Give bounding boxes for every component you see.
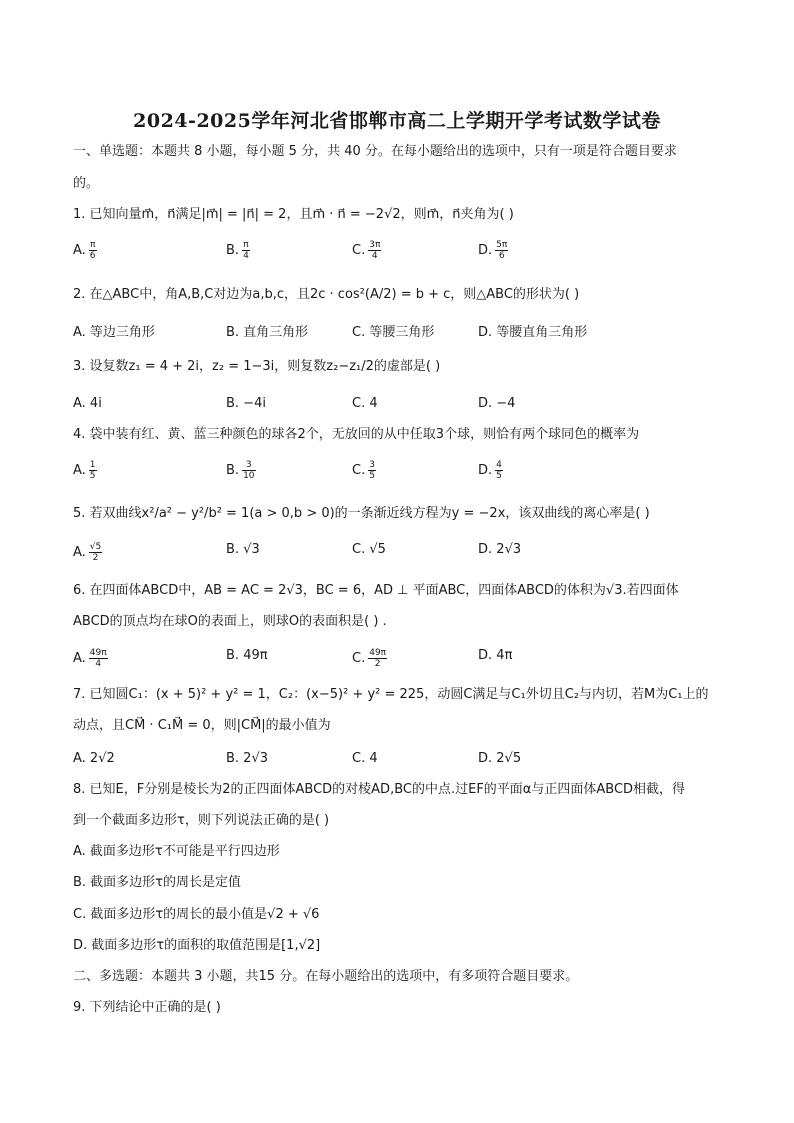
page-title: 2024-2025学年河北省邯郸市高二上学期开学考试数学试卷 <box>133 110 661 132</box>
option-d[interactable]: D. 2√3 <box>478 542 522 557</box>
option-b[interactable]: B. 截面多边形τ的周长是定值 <box>73 875 242 890</box>
question-6-cont: ABCD的顶点均在球O的表面上，则球O的表面积是( ) . <box>73 614 387 629</box>
question-1: 1. 已知向量m⃗，n⃗满足|m⃗| = |n⃗| = 2，且m⃗ · n⃗ = −2√2，则m⃗，n⃗夹角为( ) <box>73 207 514 222</box>
question-3-options <box>73 396 733 418</box>
option-d[interactable]: D. $\frac{5\pi}{6}$ <box>478 240 508 261</box>
option-a[interactable]: A. 等边三角形 <box>73 325 155 340</box>
question-4: 4. 袋中装有红、黄、蓝三种颜色的球各2个，无放回的从中任取3个球，则恰有两个球同色的概率为 <box>73 427 640 442</box>
question-8: 8. 已知E，F分别是棱长为2的正四面体ABCD的对棱AD,BC的中点.过EF的平面α与正四面体ABCD相截，得 <box>73 782 686 797</box>
option-b[interactable]: B. $\frac{3}{10}$ <box>226 460 255 481</box>
option-c[interactable]: C. $\frac{3\pi}{4}$ <box>352 240 381 261</box>
option-c[interactable]: C. 等腰三角形 <box>352 325 435 340</box>
option-c[interactable]: C. √5 <box>352 542 386 557</box>
option-c[interactable]: C. 截面多边形τ的周长的最小值是√2 + √6 <box>73 907 320 922</box>
question-5-options <box>73 542 733 564</box>
option-a[interactable]: A. $\frac{√5}{2}$ <box>73 542 102 563</box>
question-1-options <box>73 240 733 262</box>
option-d[interactable]: D. −4 <box>478 396 516 411</box>
question-7-cont: 动点，且CM⃗ · C₁M⃗ = 0，则|CM⃗|的最小值为 <box>73 718 331 733</box>
question-7: 7. 已知圆C₁：(x + 5)² + y² = 1，C₂：(x−5)² + y² = 225，动圆C满足与C₁外切且C₂与内切，若M为C₁上的 <box>73 687 709 702</box>
option-c[interactable]: C. 4 <box>352 396 378 411</box>
section1-instructions-cont: 的。 <box>73 176 100 191</box>
option-b[interactable]: B. 直角三角形 <box>226 325 309 340</box>
question-6-options <box>73 648 733 670</box>
option-b[interactable]: B. −4i <box>226 396 266 411</box>
question-2: 2. 在△ABC中，角A,B,C对边为a,b,c，且2c · cos²(A/2) = b + c，则△ABC的形状为( ) <box>73 287 580 302</box>
question-9: 9. 下列结论中正确的是( ) <box>73 1000 221 1015</box>
question-2-options <box>73 321 733 343</box>
option-a[interactable]: A. 4i <box>73 396 102 411</box>
option-b[interactable]: B. √3 <box>226 542 260 557</box>
question-6: 6. 在四面体ABCD中，AB = AC = 2√3，BC = 6，AD ⊥ 平面ABC，四面体ABCD的体积为√3.若四面体 <box>73 583 679 598</box>
option-d[interactable]: D. 截面多边形τ的面积的取值范围是[1,√2] <box>73 938 321 953</box>
option-a[interactable]: A. $\frac{49\pi}{4}$ <box>73 648 107 669</box>
option-d[interactable]: D. 2√5 <box>478 751 522 766</box>
question-4-options <box>73 460 733 482</box>
option-a[interactable]: A. $\frac{\pi}{6}$ <box>73 240 96 261</box>
option-d[interactable]: D. 4π <box>478 648 513 663</box>
section2-instructions: 二、多选题：本题共 3 小题，共15 分。在每小题给出的选项中，有多项符合题目要求。 <box>73 969 579 984</box>
option-c[interactable]: C. $\frac{49\pi}{2}$ <box>352 648 387 669</box>
option-a[interactable]: A. $\frac{1}{5}$ <box>73 460 96 481</box>
section1-instructions: 一、单选题：本题共 8 小题，每小题 5 分，共 40 分。在每小题给出的选项中，只有一项是符合题目要求 <box>73 144 677 159</box>
option-a[interactable]: A. 2√2 <box>73 751 115 766</box>
option-b[interactable]: B. $\frac{\pi}{4}$ <box>226 240 249 261</box>
option-d[interactable]: D. $\frac{4}{5}$ <box>478 460 502 481</box>
question-8-cont: 到一个截面多边形τ，则下列说法正确的是( ) <box>73 813 330 828</box>
option-a[interactable]: A. 截面多边形τ不可能是平行四边形 <box>73 844 280 859</box>
option-c[interactable]: C. $\frac{3}{5}$ <box>352 460 375 481</box>
question-3: 3. 设复数z₁ = 4 + 2i，z₂ = 1−3i，则复数z₂−z₁/2的虚部是( ) <box>73 359 441 374</box>
option-d[interactable]: D. 等腰直角三角形 <box>478 325 588 340</box>
option-b[interactable]: B. 49π <box>226 648 268 663</box>
question-5: 5. 若双曲线x²/a² − y²/b² = 1(a > 0,b > 0)的一条渐近线方程为y = −2x，该双曲线的离心率是( ) <box>73 506 650 521</box>
question-7-options <box>73 751 733 773</box>
option-b[interactable]: B. 2√3 <box>226 751 269 766</box>
option-c[interactable]: C. 4 <box>352 751 378 766</box>
